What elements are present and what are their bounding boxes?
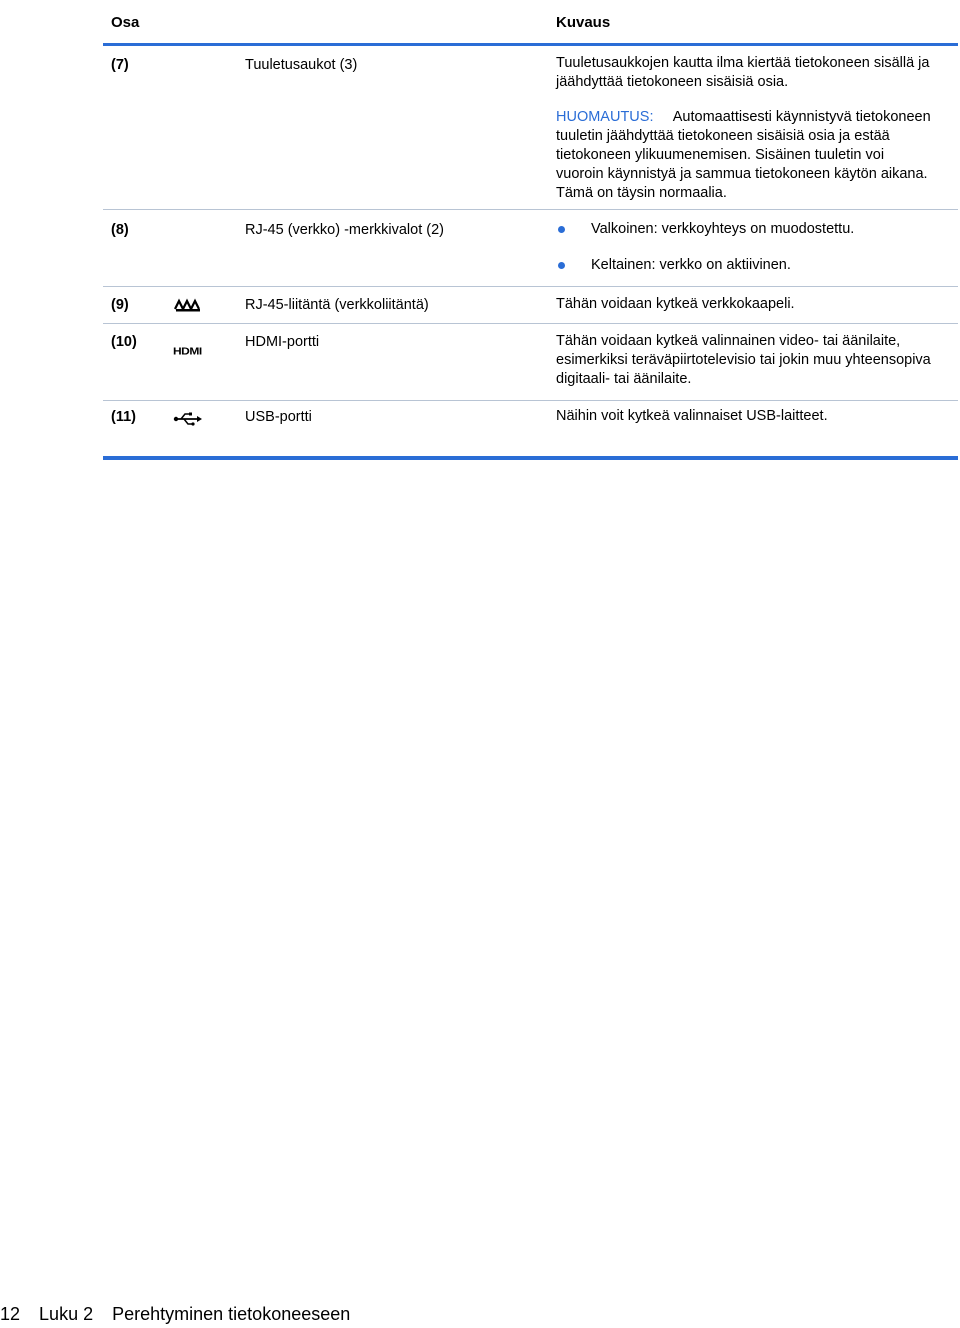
row-part: USB-portti xyxy=(245,409,312,425)
bullet-icon xyxy=(558,262,565,269)
page-number: 12 xyxy=(0,1304,21,1324)
desc-line: Näihin voit kytkeä valinnaiset USB-laitteet. xyxy=(556,408,828,424)
table-row xyxy=(103,210,958,287)
row-description xyxy=(556,54,956,203)
row-number: (7) xyxy=(111,57,129,73)
row-part: RJ-45-liitäntä (verkkoliitäntä) xyxy=(245,297,429,313)
list-item: Valkoinen: verkkoyhteys on muodostettu. xyxy=(556,220,956,239)
page-footer xyxy=(0,1304,350,1325)
row-description xyxy=(556,407,956,426)
note-line: tietokoneen ylikuumenemisen. Sisäinen tuuletin voi xyxy=(556,147,885,163)
row-description xyxy=(556,332,956,389)
chapter-title: Perehtyminen tietokoneeseen xyxy=(112,1304,351,1324)
chapter-label: Luku 2 xyxy=(39,1304,94,1324)
table-bottom-rule xyxy=(103,456,958,460)
header-part: Osa xyxy=(111,14,140,31)
desc-line: Tähän voidaan kytkeä valinnainen video- tai äänilaite, xyxy=(556,333,901,349)
row-number: (10) xyxy=(111,334,137,350)
row-number: (11) xyxy=(111,409,136,425)
row-number: (8) xyxy=(111,222,129,238)
usb-icon xyxy=(173,412,203,430)
note-line: Tämä on täysin normaalia. xyxy=(556,185,727,201)
note-label: HUOMAUTUS: xyxy=(556,109,654,125)
desc-line: esimerkiksi teräväpiirtotelevisio tai jokin muu yhteensopiva xyxy=(556,352,931,368)
note xyxy=(556,108,956,127)
note-line: vuoroin käynnistyä ja sammua tietokoneen käytön aikana. xyxy=(556,166,928,182)
hdmi-icon: HDMI xyxy=(173,345,202,357)
table-row xyxy=(103,287,958,324)
row-number: (9) xyxy=(111,297,129,313)
desc-line: jäähdyttää tietokoneen sisäisiä osia. xyxy=(556,74,789,90)
table-header xyxy=(103,0,958,46)
row-description xyxy=(556,220,956,275)
header-description: Kuvaus xyxy=(556,14,611,31)
row-part: RJ-45 (verkko) -merkkivalot (2) xyxy=(245,222,444,238)
table-row xyxy=(103,46,958,210)
table-row xyxy=(103,401,958,441)
desc-line: Tuuletusaukkojen kautta ilma kiertää tietokoneen sisällä ja xyxy=(556,55,930,71)
list-item: Keltainen: verkko on aktiivinen. xyxy=(556,256,956,275)
note-line: Automaattisesti käynnistyvä tietokoneen xyxy=(672,109,931,125)
bullet-icon xyxy=(558,226,565,233)
note-line: tuuletin jäähdyttää tietokoneen sisäisiä osia ja estää xyxy=(556,128,890,144)
row-description xyxy=(556,295,956,314)
desc-line: digitaali- tai äänilaite. xyxy=(556,371,692,387)
row-part: Tuuletusaukot (3) xyxy=(245,57,358,73)
table-row xyxy=(103,324,958,401)
component-table xyxy=(103,0,958,441)
network-jack-icon xyxy=(173,297,203,317)
desc-line: Tähän voidaan kytkeä verkkokaapeli. xyxy=(556,296,795,312)
row-part: HDMI-portti xyxy=(245,334,320,350)
